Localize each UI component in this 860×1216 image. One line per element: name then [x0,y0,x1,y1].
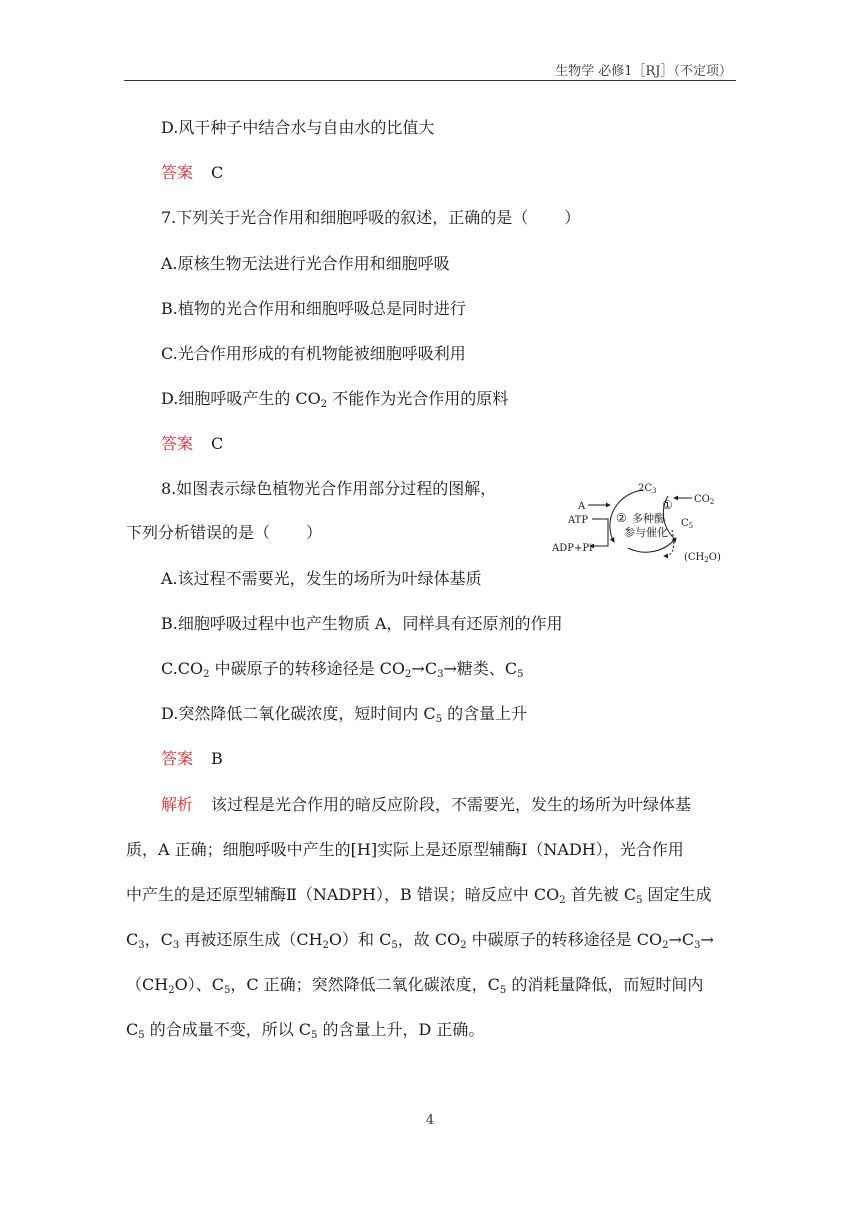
label-adp: ADP+Pi [552,543,593,554]
analysis-line-4: $C_3$，$C_3$ 再被还原生成$(CH_2O)$和 $C_5$，故 $CO_2$ 中碳原子的转移途径是 $CO_2\to C_3\to$ [126,930,714,951]
q7-stem [161,208,580,228]
analysis-line-2: 质，A 正确；细胞呼吸中产生的[H]实际上是还原型辅酶Ⅰ（NADH），光合作用 [126,840,684,859]
q7-option-d [161,389,508,415]
cycle-arc-bottom [628,538,676,552]
q8-option-b: B.细胞呼吸过程中也产生物质 A，同样具有还原剂的作用 [161,614,563,633]
q8-option-d: D.突然降低二氧化碳浓度，短时间内 $C_5$ 的含量上升 [161,704,528,725]
q7-d-sub: 2 [320,399,328,410]
analysis-line-5: $(CH_2O)$、$C_5$，C 正确；突然降低二氧化碳浓度，$C_5$ 的消耗量降低，而短时间内 [126,975,704,996]
label-c5: $C_5$ [681,518,694,530]
q7-answer [161,434,223,454]
answer-value: C [211,163,224,182]
q8-stem-text: 下列分析错误的是（ [126,523,271,542]
q8-stem-line2 [126,523,322,543]
label-a: A [578,501,586,512]
q8-option-a: A.该过程不需要光，发生的场所为叶绿体基质 [161,569,482,588]
analysis-text: 该过程是光合作用的暗反应阶段，不需要光，发生的场所为叶绿体基 [211,795,692,814]
q7-stem-close: ） [564,208,581,227]
calvin-cycle-diagram [548,476,738,568]
q7-stem-text: 7.下列关于光合作用和细胞呼吸的叙述，正确的是（ [161,208,529,227]
q7-option-c: C.光合作用形成的有机物能被细胞呼吸利用 [161,344,466,363]
label-ch2o: $(CH_2O)$ [684,552,721,564]
q7-d-text: D.细胞呼吸产生的 CO [161,389,321,408]
q6-answer [161,163,223,183]
arrow-atp-adp [590,519,608,546]
analysis-line-6: $C_5$ 的合成量不变，所以 $C_5$ 的含量上升，D 正确。 [126,1020,485,1041]
label-enzyme-2: 参与催化 [624,526,668,539]
label-step-1: ① [662,498,673,512]
q8-option-c: $C.CO_2$ 中碳原子的转移途径是 $CO_2\to C_3\to$糖类、$C_5$ [161,659,524,680]
q7-option-b: B.植物的光合作用和细胞呼吸总是同时进行 [161,299,466,318]
label-co2: $CO_2$ [694,494,715,506]
label-atp: ATP [568,515,589,526]
q7-d-text-end: 不能作为光合作用的原料 [327,389,509,408]
analysis-label: 解析 [161,795,194,814]
q8-answer [161,749,223,769]
q8-stem-line1: 8.如图表示绿色植物光合作用部分过程的图解， [161,479,497,498]
analysis-line-3: 中产生的是还原型辅酶Ⅱ（NADPH），B 错误；暗反应中 $CO_2$ 首先被 $C_5$ 固定生成 [126,885,712,906]
answer-label: 答案 [161,434,194,453]
answer-label: 答案 [161,749,194,768]
answer-value: C [211,434,224,453]
q8-stem-close: ） [306,523,323,542]
q6-option-d: D.风干种子中结合水与自由水的比值大 [161,118,435,137]
label-2c3: $2C_3$ [638,483,657,495]
label-step-2: ② [616,511,627,525]
header-title: 生物学 必修1［RJ］（不定项） [555,64,732,79]
page-header [124,58,736,81]
q7-option-a: A.原核生物无法进行光合作用和细胞呼吸 [161,254,450,273]
answer-value: B [211,749,223,768]
page-number: 4 [425,1113,435,1128]
answer-label: 答案 [161,163,194,182]
analysis-line-1 [161,795,691,815]
label-enzyme-1: 多种酶 [632,512,665,525]
